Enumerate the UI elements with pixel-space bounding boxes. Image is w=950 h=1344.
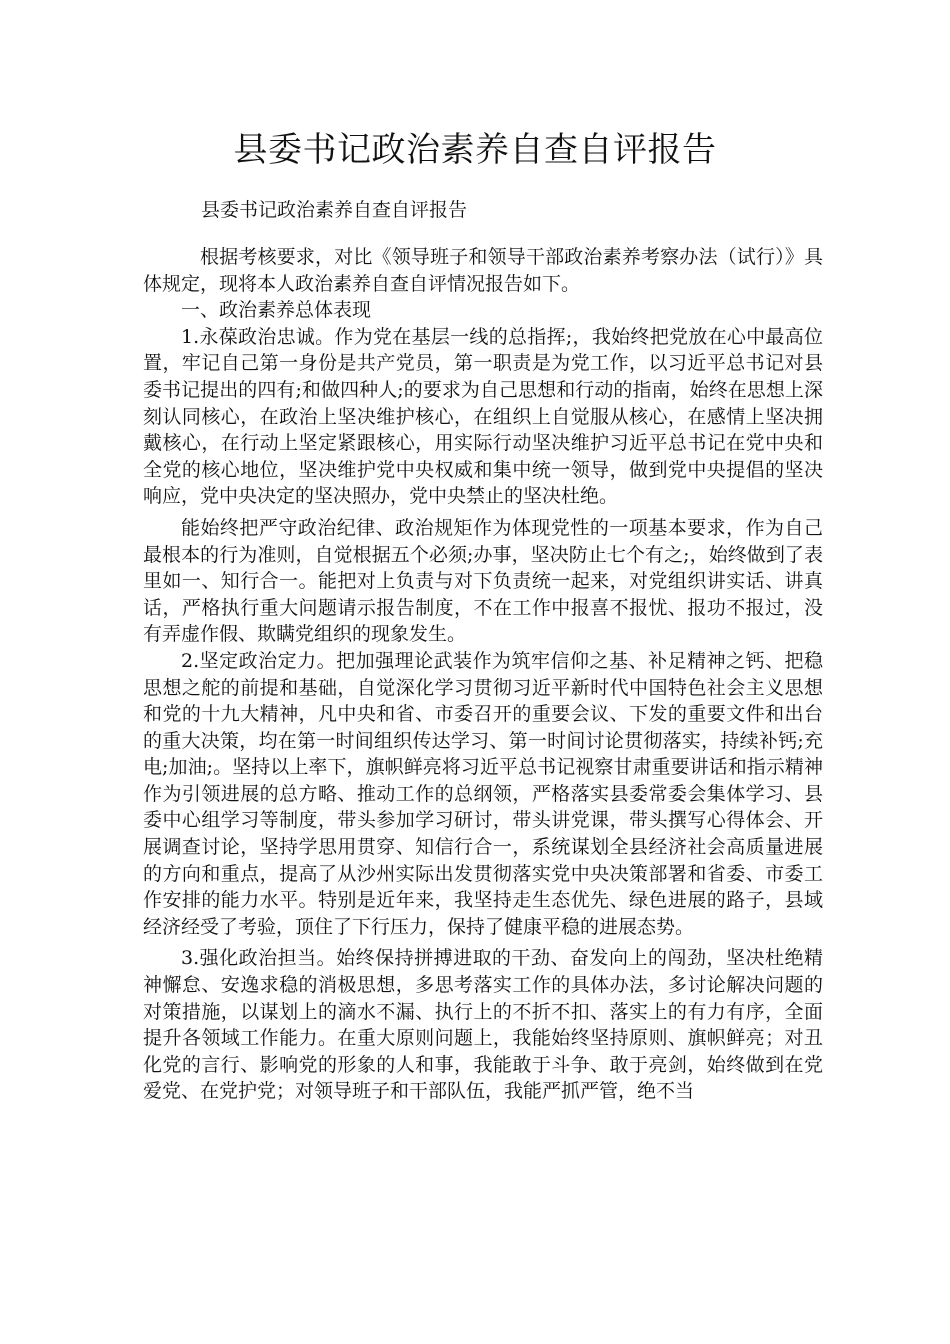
document-subtitle: 县委书记政治素养自查自评报告	[201, 199, 468, 221]
paragraph-political-responsibility: 3.强化政治担当。始终保持拼搏进取的干劲、奋发向上的闯劲，坚决杜绝精神懈怠、安逸求稳的消极思想，多思考落实工作的具体办法，多讨论解决问题的对策措施，以谋划上的滴水不漏、执行上的不折不扣、落实上的有力有序，全面提升各领域工作能力。在重大原则问题上，我能始终坚持原则、旗帜鲜亮；对丑化党的言行、影响党的形象的人和事，我能敢于斗争、敢于亮剑，始终做到在党爱党、在党护党；对领导班子和干部队伍，我能严抓严管，绝不当	[143, 947, 823, 1103]
paragraph-political-discipline: 能始终把严守政治纪律、政治规矩作为体现党性的一项基本要求，作为自己最根本的行为准则，自觉根据五个必须;办事，坚决防止七个有之;，始终做到了表里如一、知行合一。能把对上负责与对下负责统一起来，对党组织讲实话、讲真话，严格执行重大问题请示报告制度，不在工作中报喜不报忧、报功不报过，没有弄虚作假、欺瞒党组织的现象发生。	[143, 516, 823, 646]
document-body	[143, 244, 823, 1105]
intro-paragraph: 根据考核要求，对比《领导班子和领导干部政治素养考察办法（试行）》具体规定，现将本人政治素养自查自评情况报告如下。	[143, 246, 823, 295]
paragraph-political-resolve: 2.坚定政治定力。把加强理论武装作为筑牢信仰之基、补足精神之钙、把稳思想之舵的前提和基础，自觉深化学习贯彻习近平新时代中国特色社会主义思想和党的十九大精神，凡中央和省、市委召开的重要会议、下发的重要文件和出台的重大决策，均在第一时间组织传达学习、第一时间讨论贯彻落实，持续补钙;充电;加油;。坚持以上率下，旗帜鲜亮将习近平总书记视察甘肃重要讲话和指示精神作为引领进展的总方略、推动工作的总纲领，严格落实县委常委会集体学习、县委中心组学习等制度，带头参加学习研讨，带头讲党课，带头撰写心得体会、开展调查讨论，坚持学思用贯穿、知信行合一，系统谋划全县经济社会高质量进展的方向和重点，提高了从沙州实际出发贯彻落实党中央决策部署和省委、市委工作安排的能力水平。特别是近年来，我坚持走生态优先、绿色进展的路子，县域经济经受了考验，顶住了下行压力，保持了健康平稳的进展态势。	[143, 649, 823, 938]
document-title: 县委书记政治素养自查自评报告	[233, 130, 717, 170]
paragraph-political-loyalty: 1.永葆政治忠诚。作为党在基层一线的总指挥;，我始终把党放在心中最高位置，牢记自己第一身份是共产党员，第一职责是为党工作，以习近平总书记对县委书记提出的四有;和做四种人;的要求为自己思想和行动的指南，始终在思想上深刻认同核心，在政治上坚决维护核心，在组织上自觉服从核心，在感情上坚决拥戴核心，在行动上坚定紧跟核心，用实际行动坚决维护习近平总书记在党中央和全党的核心地位，坚决维护党中央权威和集中统一领导，做到党中央提倡的坚决响应，党中央决定的坚决照办，党中央禁止的坚决杜绝。	[143, 325, 823, 508]
section-heading: 一、政治素养总体表现	[181, 299, 372, 322]
